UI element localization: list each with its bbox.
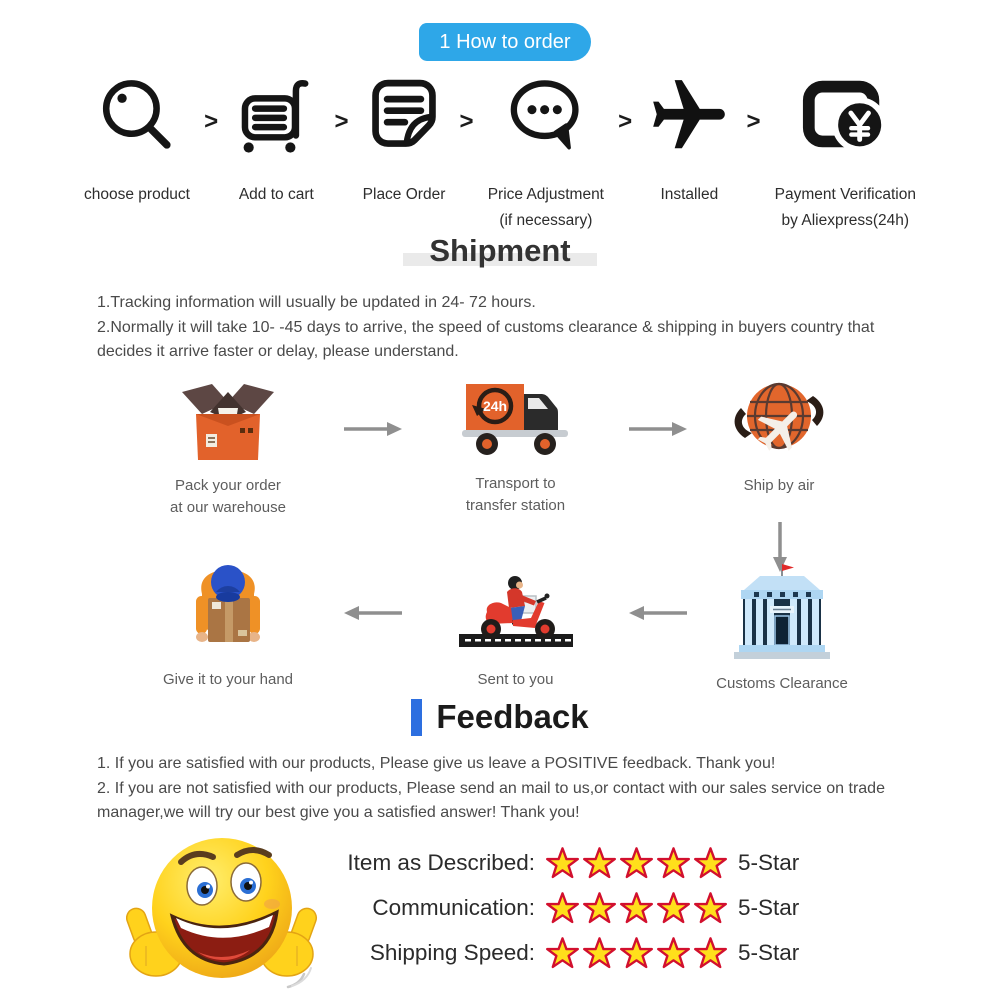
thumbs-up-smiley-icon bbox=[126, 824, 318, 994]
star-rating bbox=[545, 846, 728, 880]
chevron-right-icon: > bbox=[459, 108, 474, 135]
feedback-section-title bbox=[0, 698, 1000, 736]
star-icon bbox=[656, 936, 691, 970]
rating-value: 5-Star bbox=[738, 894, 800, 920]
flow-transport-station bbox=[438, 378, 593, 517]
shipment-note-1: 1.Tracking information will usually be updated in 24- 72 hours. bbox=[97, 294, 536, 311]
shipment-notes bbox=[97, 291, 919, 365]
step-payment-verification bbox=[775, 68, 916, 234]
star-icon bbox=[582, 936, 617, 970]
customs-building-icon bbox=[726, 562, 838, 660]
star-icon bbox=[582, 891, 617, 925]
flow-pack-warehouse bbox=[158, 378, 298, 519]
flow-give-to-hand bbox=[155, 556, 301, 691]
step-label: Add to cart bbox=[238, 186, 314, 203]
flow-customs-clearance bbox=[702, 562, 862, 695]
magnifier-icon bbox=[95, 68, 179, 164]
star-icon bbox=[656, 891, 691, 925]
svg-text:24h: 24h bbox=[482, 398, 507, 414]
rating-value: 5-Star bbox=[738, 849, 800, 875]
arrow-right-icon bbox=[344, 420, 402, 438]
feedback-note-1: 1. If you are satisfied with our products, Please give us leave a POSITIVE feedback. Thank you! bbox=[97, 755, 776, 772]
step-add-to-cart bbox=[232, 68, 320, 234]
flow-label: Give it to your hand bbox=[162, 671, 294, 688]
step-label: Place Order bbox=[362, 186, 446, 203]
star-rating bbox=[545, 891, 728, 925]
delivery-scooter-icon bbox=[457, 572, 575, 656]
chevron-right-icon: > bbox=[618, 108, 633, 135]
flow-sent-to-you bbox=[438, 572, 593, 691]
shipment-section-title bbox=[0, 233, 1000, 269]
rating-row-shipping-speed bbox=[330, 930, 799, 975]
step-price-adjustment bbox=[488, 68, 604, 234]
star-icon bbox=[545, 846, 580, 880]
airplane-icon bbox=[646, 68, 732, 164]
star-icon bbox=[656, 846, 691, 880]
cart-icon bbox=[232, 68, 320, 164]
star-icon bbox=[619, 936, 654, 970]
arrow-right-icon bbox=[629, 420, 687, 438]
star-icon bbox=[545, 891, 580, 925]
chevron-right-icon: > bbox=[204, 108, 219, 135]
globe-airplane-icon bbox=[731, 374, 827, 462]
flow-ship-by-air bbox=[704, 374, 854, 497]
step-label: Price Adjustment (if necessary) bbox=[487, 186, 604, 229]
rating-row-item-as-described bbox=[330, 840, 799, 885]
star-icon bbox=[582, 846, 617, 880]
open-box-icon bbox=[180, 378, 276, 462]
star-icon bbox=[693, 936, 728, 970]
step-label: choose product bbox=[84, 186, 190, 203]
how-to-order-button: 1 How to order bbox=[419, 23, 591, 61]
courier-with-box-icon bbox=[182, 556, 274, 656]
chat-bubble-icon bbox=[503, 68, 589, 164]
flow-label: Ship by air bbox=[743, 477, 815, 494]
rating-label: Communication: bbox=[372, 894, 535, 920]
star-icon bbox=[545, 936, 580, 970]
flow-label: Customs Clearance bbox=[716, 675, 848, 692]
shipment-heading: Shipment bbox=[429, 233, 570, 269]
rating-row-communication bbox=[330, 885, 799, 930]
chevron-right-icon: > bbox=[746, 108, 761, 135]
chevron-right-icon: > bbox=[334, 108, 349, 135]
order-document-icon bbox=[364, 68, 444, 164]
feedback-notes bbox=[97, 752, 919, 826]
step-choose-product bbox=[84, 68, 190, 234]
star-icon bbox=[619, 846, 654, 880]
star-rating bbox=[545, 936, 728, 970]
star-icon bbox=[693, 846, 728, 880]
feedback-heading: Feedback bbox=[436, 698, 589, 735]
rating-value: 5-Star bbox=[738, 939, 800, 965]
step-installed bbox=[646, 68, 732, 234]
arrow-left-icon bbox=[629, 604, 687, 622]
payment-card-icon bbox=[800, 68, 890, 164]
shipment-note-2: 2.Normally it will take 10- -45 days to arrive, the speed of customs clearance & shipping in buyers country that decides it arrive faster or delay, please understand. bbox=[97, 318, 875, 360]
step-place-order bbox=[363, 68, 446, 234]
arrow-left-icon bbox=[344, 604, 402, 622]
step-label: Payment Verification by Aliexpress(24h) bbox=[774, 186, 916, 229]
flow-label: Pack your order at our warehouse bbox=[170, 477, 286, 516]
heading-accent-bar bbox=[411, 699, 422, 736]
flow-label: Transport to transfer station bbox=[465, 475, 566, 514]
flow-label: Sent to you bbox=[477, 671, 554, 688]
order-steps-row bbox=[84, 68, 916, 234]
feedback-note-2: 2. If you are not satisfied with our products, Please send an mail to us,or contact with our sales service on trade manager,we will try our best give you a satisfied answer! Thank you! bbox=[97, 779, 885, 821]
feedback-ratings bbox=[330, 840, 799, 975]
rating-label: Shipping Speed: bbox=[369, 939, 535, 965]
delivery-truck-icon bbox=[460, 378, 572, 460]
star-icon bbox=[693, 891, 728, 925]
step-label: Installed bbox=[660, 186, 719, 203]
star-icon bbox=[619, 891, 654, 925]
rating-label: Item as Described: bbox=[347, 849, 535, 875]
